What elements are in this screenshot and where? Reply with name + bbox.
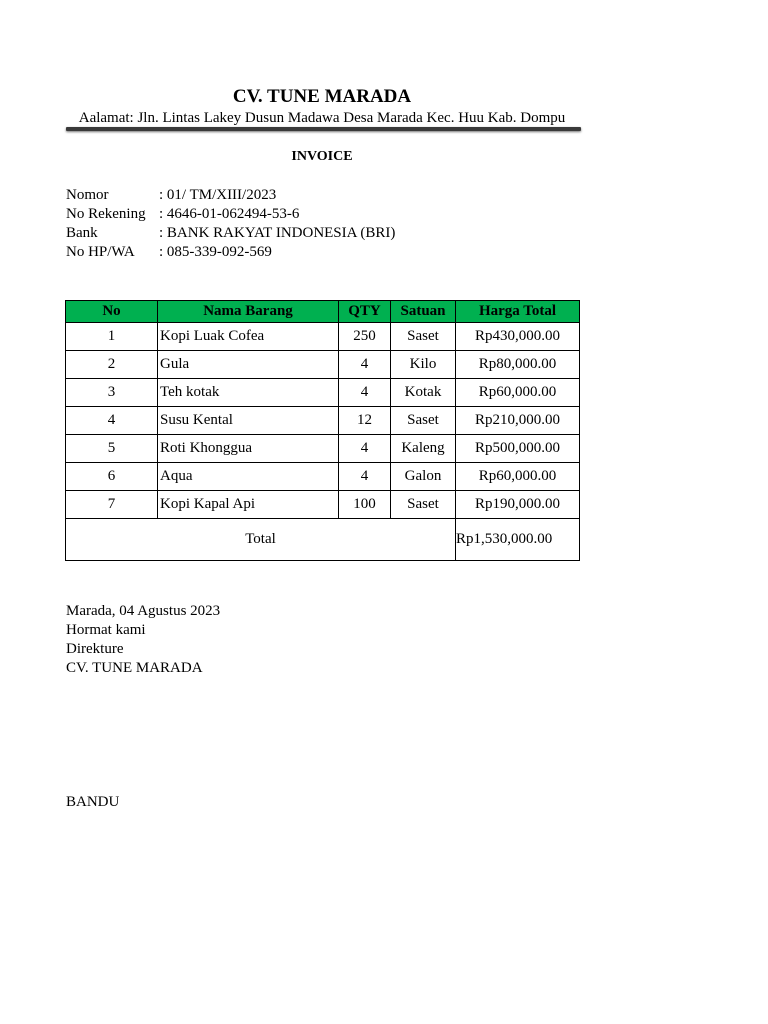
info-value: : 085-339-092-569 <box>159 244 272 260</box>
total-value: Rp1,530,000.00 <box>456 519 580 561</box>
table-row <box>66 351 580 379</box>
cell-no: 2 <box>66 351 158 379</box>
cell-satuan: Kaleng <box>391 435 456 463</box>
cell-no: 5 <box>66 435 158 463</box>
cell-harga: Rp60,000.00 <box>456 463 580 491</box>
cell-nama: Kopi Kapal Api <box>158 491 339 519</box>
company-name: CV. TUNE MARADA <box>232 86 412 107</box>
items-table <box>65 300 580 561</box>
header-nama-barang: Nama Barang <box>158 301 339 323</box>
cell-qty: 4 <box>339 351 391 379</box>
cell-no: 3 <box>66 379 158 407</box>
info-row-bank <box>66 224 395 243</box>
info-label: No HP/WA <box>66 244 135 260</box>
cell-no: 4 <box>66 407 158 435</box>
closing-text: Hormat kami <box>66 622 146 638</box>
signer-position: Direkture <box>66 641 124 657</box>
cell-harga: Rp190,000.00 <box>456 491 580 519</box>
info-value: : 4646-01-062494-53-6 <box>159 206 300 222</box>
cell-harga: Rp430,000.00 <box>456 323 580 351</box>
info-label: Nomor <box>66 187 109 203</box>
info-label: No Rekening <box>66 206 146 222</box>
cell-no: 7 <box>66 491 158 519</box>
cell-satuan: Saset <box>391 491 456 519</box>
header-satuan: Satuan <box>391 301 456 323</box>
table-row <box>66 323 580 351</box>
cell-satuan: Saset <box>391 407 456 435</box>
signature-block <box>66 602 220 678</box>
header-harga-total: Harga Total <box>456 301 580 323</box>
table-row <box>66 435 580 463</box>
info-value: : BANK RAKYAT INDONESIA (BRI) <box>159 225 396 241</box>
cell-nama: Gula <box>158 351 339 379</box>
cell-qty: 100 <box>339 491 391 519</box>
cell-nama: Roti Khonggua <box>158 435 339 463</box>
info-value: : 01/ TM/XIII/2023 <box>159 187 277 203</box>
cell-no: 1 <box>66 323 158 351</box>
header-qty: QTY <box>339 301 391 323</box>
info-row-rekening <box>66 205 395 224</box>
info-row-hp <box>66 243 395 262</box>
cell-satuan: Galon <box>391 463 456 491</box>
info-label: Bank <box>66 225 98 241</box>
invoice-info <box>66 186 395 262</box>
cell-harga: Rp500,000.00 <box>456 435 580 463</box>
table-row <box>66 491 580 519</box>
table-header-row <box>66 301 580 323</box>
cell-nama: Kopi Luak Cofea <box>158 323 339 351</box>
cell-nama: Susu Kental <box>158 407 339 435</box>
table-row <box>66 463 580 491</box>
cell-qty: 4 <box>339 463 391 491</box>
company-address: Aalamat: Jln. Lintas Lakey Dusun Madawa Desa Marada Kec. Huu Kab. Dompu <box>78 110 566 126</box>
cell-qty: 4 <box>339 435 391 463</box>
place-date: Marada, 04 Agustus 2023 <box>66 603 221 619</box>
cell-harga: Rp80,000.00 <box>456 351 580 379</box>
cell-harga: Rp210,000.00 <box>456 407 580 435</box>
signer-name: BANDU <box>66 794 120 810</box>
cell-qty: 250 <box>339 323 391 351</box>
header-divider <box>66 127 581 131</box>
cell-nama: Teh kotak <box>158 379 339 407</box>
cell-satuan: Kotak <box>391 379 456 407</box>
invoice-title: INVOICE <box>291 149 353 164</box>
signer-company: CV. TUNE MARADA <box>66 660 203 676</box>
info-row-nomor <box>66 186 395 205</box>
cell-qty: 4 <box>339 379 391 407</box>
table-row <box>66 407 580 435</box>
cell-qty: 12 <box>339 407 391 435</box>
cell-satuan: Kilo <box>391 351 456 379</box>
cell-harga: Rp60,000.00 <box>456 379 580 407</box>
header-no: No <box>66 301 158 323</box>
cell-satuan: Saset <box>391 323 456 351</box>
table-row <box>66 379 580 407</box>
table-total-row <box>66 519 580 561</box>
cell-no: 6 <box>66 463 158 491</box>
cell-nama: Aqua <box>158 463 339 491</box>
total-label: Total <box>66 519 456 561</box>
